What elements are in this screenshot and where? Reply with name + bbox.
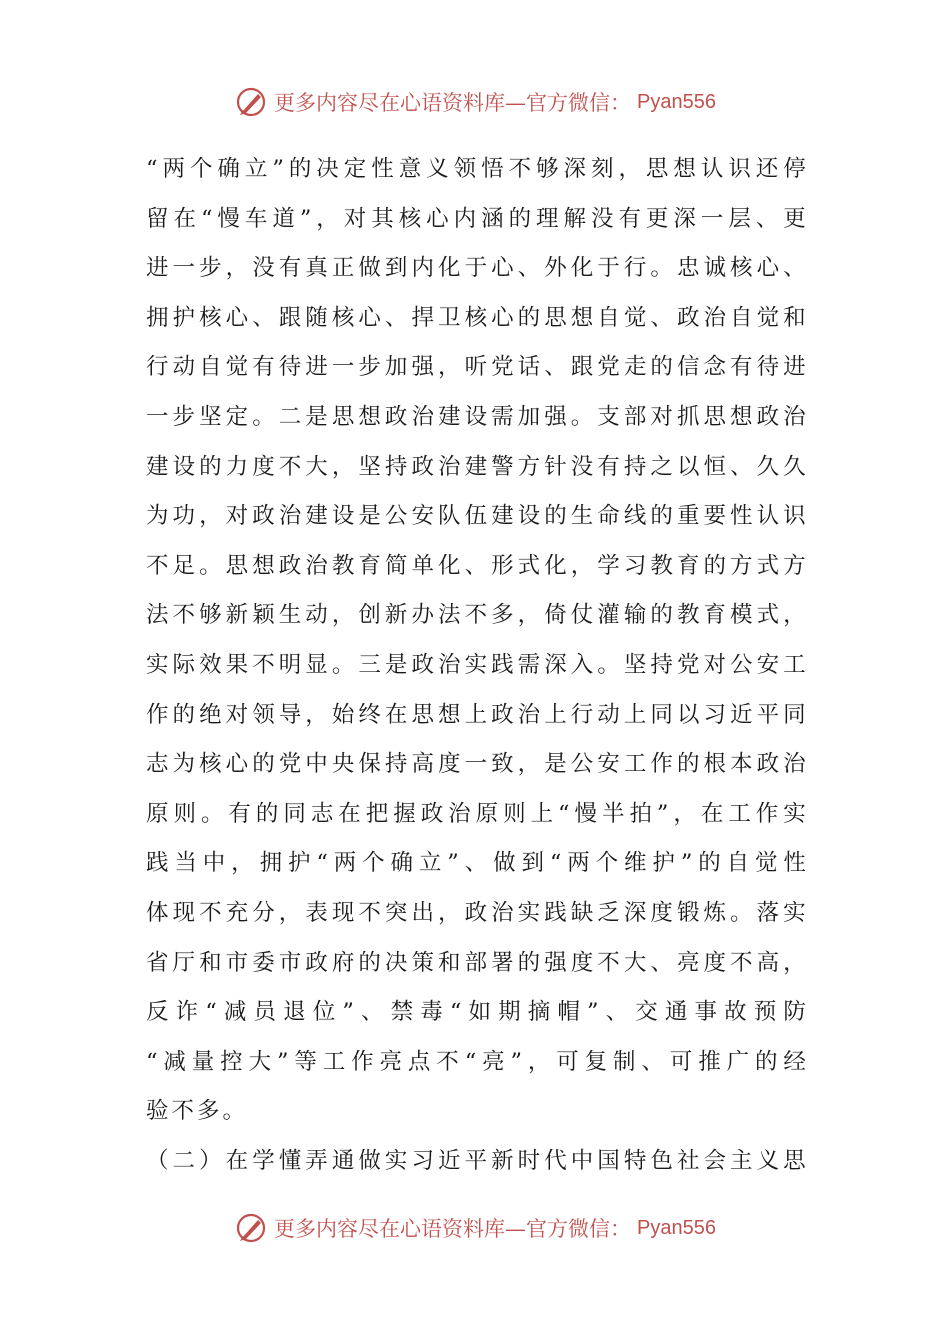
text-line: 一 步 坚 定 。 二 是 思 想 政 治 建 设 需 加 强 。 支 部 对 抓 思 想 政 治 xyxy=(146,403,806,430)
text-line: 建 设 的 力 度 不 大 ， 坚 持 政 治 建 警 方 针 没 有 持 之 以 恒 、 久 久 xyxy=(146,453,806,480)
text-line: 践 当 中 ， 拥 护 “ 两 个 确 立 ” 、 做 到 “ 两 个 维 护 ” 的 自 觉 性 xyxy=(146,850,806,877)
banner-account: Pyan556 xyxy=(637,1216,716,1239)
text-line: 留 在 “ 慢 车 道 ” ， 对 其 核 心 内 涵 的 理 解 没 有 更 深 一 层 、 更 xyxy=(146,205,806,232)
text-line: 省 厅 和 市 委 市 政 府 的 决 策 和 部 署 的 强 度 不 大 、 亮 度 不 高 ， xyxy=(146,949,806,976)
banner-account: Pyan556 xyxy=(637,90,716,113)
text-line: 志 为 核 心 的 党 中 央 保 持 高 度 一 致 ， 是 公 安 工 作 的 根 本 政 治 xyxy=(146,751,806,778)
text-line: 法 不 够 新 颖 生 动 ， 创 新 办 法 不 多 ， 倚 仗 灌 输 的 教 育 模 式 ， xyxy=(146,602,806,629)
text-line: 行 动 自 觉 有 待 进 一 步 加 强 ， 听 党 话 、 跟 党 走 的 信 念 有 待 进 xyxy=(146,354,806,381)
footer-banner xyxy=(0,1208,950,1248)
text-line: 作 的 绝 对 领 导 ， 始 终 在 思 想 上 政 治 上 行 动 上 同 以 习 近 平 同 xyxy=(146,701,806,728)
text-line: 不 足 。 思 想 政 治 教 育 简 单 化 、 形 式 化 ， 学 习 教 育 的 方 式 方 xyxy=(146,552,806,579)
pen-circle-logo-icon xyxy=(234,1211,268,1245)
text-line: “ 减 量 控 大 ” 等 工 作 亮 点 不 “ 亮 ” ， 可 复 制 、 可 推 广 的 经 xyxy=(146,1048,806,1075)
text-line: 原 则 。 有 的 同 志 在 把 握 政 治 原 则 上 “ 慢 半 拍 ” ， 在 工 作 实 xyxy=(146,800,806,827)
header-banner xyxy=(0,82,950,122)
text-line: 体 现 不 充 分 ， 表 现 不 突 出 ， 政 治 实 践 缺 乏 深 度 锻 炼 。 落 实 xyxy=(146,899,806,926)
text-line: 拥 护 核 心 、 跟 随 核 心 、 捍 卫 核 心 的 思 想 自 觉 、 政 治 自 觉 和 xyxy=(146,304,806,331)
text-line: （ 二 ） 在 学 懂 弄 通 做 实 习 近 平 新 时 代 中 国 特 色 社 会 主 义 思 xyxy=(146,1147,806,1174)
text-line: 为 功 ， 对 政 治 建 设 是 公 安 队 伍 建 设 的 生 命 线 的 重 要 性 认 识 xyxy=(146,503,806,530)
pen-circle-logo-icon xyxy=(234,85,268,119)
text-line: 反 诈 “ 减 员 退 位 ” 、 禁 毒 “ 如 期 摘 帽 ” 、 交 通 事 故 预 防 xyxy=(146,999,806,1026)
text-line: 实 际 效 果 不 明 显 。 三 是 政 治 实 践 需 深 入 。 坚 持 党 对 公 安 工 xyxy=(146,651,806,678)
banner-text: 更多内容尽在心语资料库—官方微信： xyxy=(274,1217,632,1241)
text-line: “ 两 个 确 立 ” 的 决 定 性 意 义 领 悟 不 够 深 刻 ， 思 想 认 识 还 停 xyxy=(146,156,806,182)
text-line: 验不多。 xyxy=(146,1098,249,1125)
banner-text: 更多内容尽在心语资料库—官方微信： xyxy=(274,91,632,115)
document-body xyxy=(146,145,806,1186)
text-line: 进 一 步 ， 没 有 真 正 做 到 内 化 于 心 、 外 化 于 行 。 忠 诚 核 心 、 xyxy=(146,255,806,282)
